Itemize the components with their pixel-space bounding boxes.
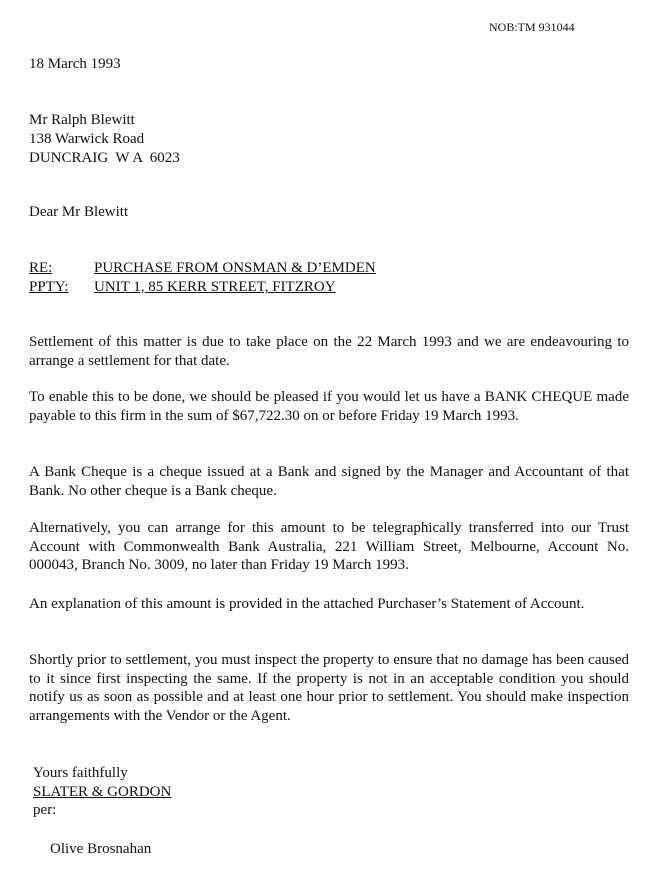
re-label: RE: bbox=[29, 260, 53, 276]
re-text: PURCHASE FROM ONSMAN & D’EMDEN bbox=[94, 260, 376, 276]
recipient-address bbox=[29, 111, 180, 168]
re-line bbox=[29, 259, 376, 278]
firm-name: SLATER & GORDON bbox=[33, 783, 172, 800]
ppty-text: UNIT 1, 85 KERR STREET, FITZROY bbox=[94, 279, 336, 295]
paragraph: An explanation of this amount is provided in the attached Purchaser’s Statement of Account. bbox=[29, 596, 585, 612]
valediction: Yours faithfully bbox=[33, 765, 128, 781]
per-label: per: bbox=[33, 802, 57, 818]
paragraph: Settlement of this matter is due to take place on the 22 March 1993 and we are endeavouring to arrange a settlement for that date. bbox=[29, 334, 629, 369]
letter-date: 18 March 1993 bbox=[29, 56, 121, 72]
paragraph: Shortly prior to settlement, you must inspect the property to ensure that no damage has been caused to it since first inspecting the same. If the property is not in an acceptable condition you should notify us as soon as possible and at least one hour prior to settlement. You should make inspection arrangements with the Vendor or the Agent. bbox=[29, 652, 629, 724]
closing-block bbox=[33, 764, 171, 820]
recipient-name: Mr Ralph Blewitt bbox=[29, 112, 135, 128]
recipient-locality: DUNCRAIG W A 6023 bbox=[29, 150, 180, 166]
paragraph: Alternatively, you can arrange for this amount to be telegraphically transferred into our Trust Account with Commonwealth Bank Australia, 221 William Street, Melbourne, Account No. 000043, Branch No. 3009, no later than Friday 19 March 1993. bbox=[29, 520, 629, 573]
signatory-name: Olive Brosnahan bbox=[50, 841, 152, 857]
paragraph: To enable this to be done, we should be pleased if you would let us have a BANK CHEQUE made payable to this firm in the sum of $67,722.30 on or before Friday 19 March 1993. bbox=[29, 389, 629, 424]
paragraph: A Bank Cheque is a cheque issued at a Bank and signed by the Manager and Accountant of that Bank. No other cheque is a Bank cheque. bbox=[29, 464, 629, 499]
ppty-label: PPTY: bbox=[29, 279, 69, 295]
salutation: Dear Mr Blewitt bbox=[29, 204, 129, 220]
reference-number: NOB:TM 931044 bbox=[489, 20, 575, 34]
recipient-street: 138 Warwick Road bbox=[29, 131, 145, 147]
subject-block bbox=[29, 259, 376, 297]
ppty-line bbox=[29, 278, 376, 297]
